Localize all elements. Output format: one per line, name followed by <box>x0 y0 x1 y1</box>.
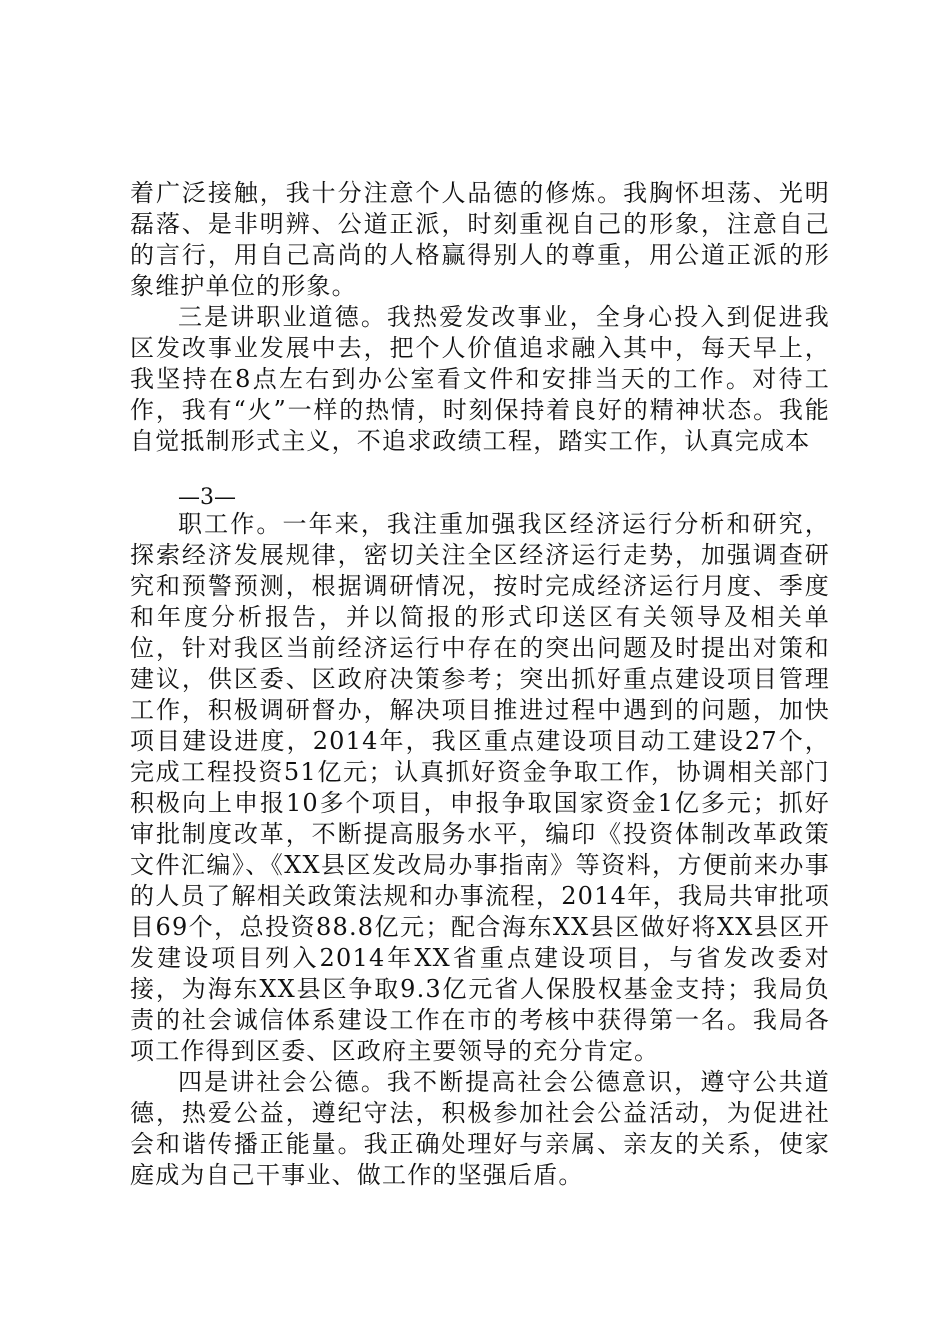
paragraph-work-duties: 职工作。一年来，我注重加强我区经济运行分析和研究，探索经济发展规律，密切关注全区经济运行走势，加强调查研究和预警预测，根据调研情况，按时完成经济运行月度、季度和年度分析报告，并以简报的形式印送区有关领导及相关单位，针对我区当前经济运行中存在的突出问题及时提出对策和建议，供区委、区政府决策参考；突出抓好重点建设项目管理工作，积极调研督办，解决项目推进过程中遇到的问题，加快项目建设进度，2014年，我区重点建设项目动工建设27个，完成工程投资51亿元；认真抓好资金争取工作，协调相关部门积极向上申报10多个项目，申报争取国家资金1亿多元；抓好审批制度改革，不断提高服务水平，编印《投资体制改革政策文件汇编》、《XX县区发改局办事指南》等资料，方便前来办事的人员了解相关政策法规和办事流程，2014年，我局共审批项目69个，总投资88.8亿元；配合海东XX县区做好将XX县区开发建设项目列入2014年XX省重点建设项目，与省发改委对接，为海东XX县区争取9.3亿元省人保股权基金支持；我局负责的社会诚信体系建设工作在市的考核中获得第一名。我局各项工作得到区委、区政府主要领导的充分肯定。 <box>130 510 830 1065</box>
paragraph-personal-ethics-continued: 着广泛接触，我十分注意个人品德的修炼。我胸怀坦荡、光明磊落、是非明辨、公道正派，时刻重视自己的形象，注意自己的言行，用自己高尚的人格赢得别人的尊重，用公道正派的形象维护单位的形象。 <box>130 179 830 300</box>
page-number: —3— <box>178 485 236 510</box>
text-block-top <box>130 178 830 457</box>
text-block-bottom <box>130 509 830 1191</box>
paragraph-social-ethics: 四是讲社会公德。我不断提高社会公德意识，遵守公共道德，热爱公益，遵纪守法，积极参加社会公益活动，为促进社会和谐传播正能量。我正确处理好与亲属、亲友的关系，使家庭成为自己干事业、做工作的坚强后盾。 <box>130 1068 830 1189</box>
paragraph-professional-ethics: 三是讲职业道德。我热爱发改事业，全身心投入到促进我区发改事业发展中去，把个人价值追求融入其中，每天早上，我坚持在8点左右到办公室看文件和安排当天的工作。对待工作，我有“火”一样的热情，时刻保持着良好的精神状态。我能自觉抵制形式主义，不追求政绩工程，踏实工作，认真完成本 <box>130 303 830 455</box>
